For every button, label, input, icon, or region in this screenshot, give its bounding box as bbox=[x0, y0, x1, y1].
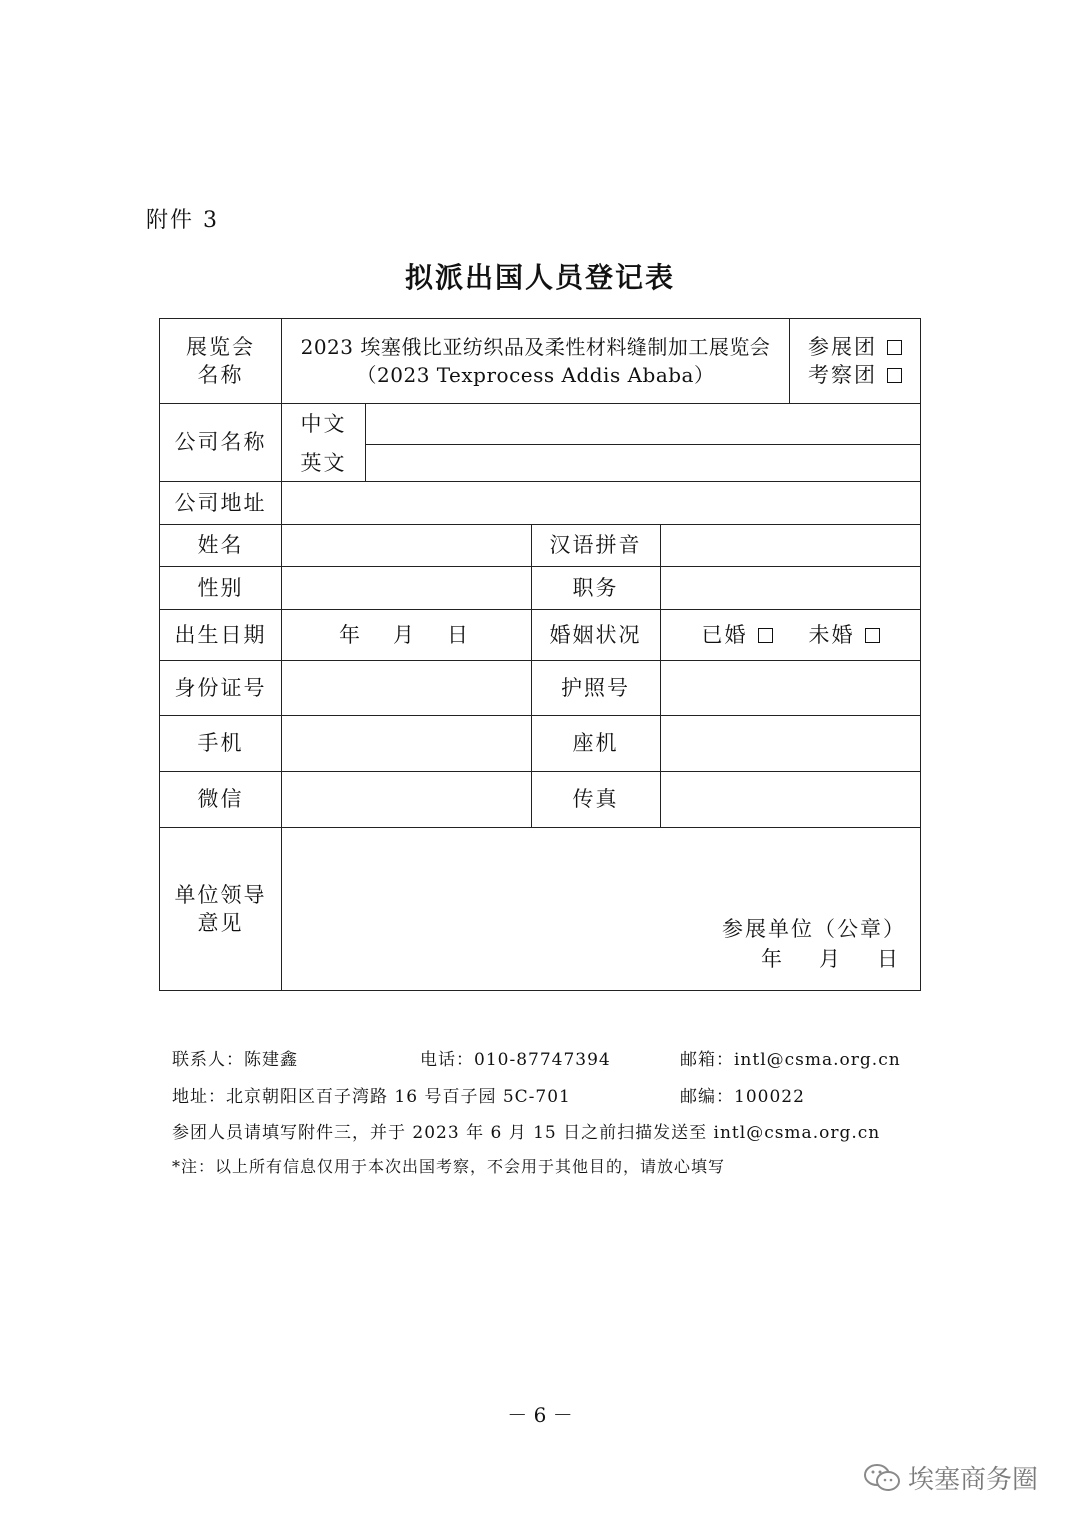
contact-phone: 电话：010-87747394 bbox=[420, 1050, 611, 1070]
inspection-option-label: 考察团 bbox=[808, 363, 877, 387]
submission-instruction: 参团人员请填写附件三，并于 2023 年 6 月 15 日之前扫描发送至 intl@csma.org.cn bbox=[172, 1123, 881, 1143]
name-label: 姓名 bbox=[197, 533, 244, 557]
married-option[interactable] bbox=[702, 621, 773, 649]
birth-date-field[interactable]: 年 月 日 bbox=[339, 622, 474, 647]
unmarried-checkbox[interactable] bbox=[865, 628, 880, 643]
company-name-label: 公司名称 bbox=[174, 430, 267, 454]
position-label: 职务 bbox=[572, 575, 619, 600]
leader-opinion-label-line2: 意见 bbox=[197, 910, 244, 935]
registration-form bbox=[159, 318, 921, 991]
delegation-option-label: 参展团 bbox=[808, 335, 877, 359]
mobile-field[interactable] bbox=[282, 715, 531, 771]
contact-person: 联系人：陈建鑫 bbox=[172, 1050, 298, 1070]
company-address-field[interactable] bbox=[282, 481, 920, 524]
chinese-label: 中文 bbox=[300, 411, 347, 436]
exhibition-name-chinese: 2023 埃塞俄比亚纺织品及柔性材料缝制加工展览会 bbox=[300, 335, 771, 359]
gender-label: 性别 bbox=[197, 575, 244, 600]
birth-date-label: 出生日期 bbox=[174, 622, 267, 647]
watermark bbox=[862, 1459, 1038, 1496]
landline-label: 座机 bbox=[572, 731, 619, 755]
delegation-option[interactable] bbox=[808, 333, 902, 361]
exhibition-name-english: （2023 Texprocess Addis Ababa） bbox=[356, 363, 715, 387]
privacy-note: *注：以上所有信息仅用于本次出国考察，不会用于其他目的，请放心填写 bbox=[172, 1157, 726, 1176]
landline-field[interactable] bbox=[661, 715, 920, 771]
group-type-options bbox=[790, 319, 920, 403]
marital-status-options bbox=[661, 609, 920, 660]
wechat-icon bbox=[862, 1462, 902, 1494]
contact-email: 邮箱：intl@csma.org.cn bbox=[680, 1050, 901, 1070]
page-title: 拟派出国人员登记表 bbox=[404, 261, 675, 294]
exhibition-name bbox=[282, 319, 789, 403]
name-field[interactable] bbox=[282, 524, 531, 566]
wechat-field[interactable] bbox=[282, 771, 531, 827]
fax-field[interactable] bbox=[661, 771, 920, 827]
pinyin-label: 汉语拼音 bbox=[549, 533, 642, 557]
exhibition-label-line2: 名称 bbox=[197, 363, 244, 387]
unmarried-option[interactable] bbox=[809, 621, 880, 649]
marital-status-label: 婚姻状况 bbox=[549, 622, 642, 647]
id-number-label: 身份证号 bbox=[174, 675, 267, 700]
company-name-english-field[interactable] bbox=[366, 444, 920, 481]
exhibition-label-line1: 展览会 bbox=[186, 335, 255, 359]
inspection-checkbox[interactable] bbox=[887, 368, 902, 383]
passport-label: 护照号 bbox=[561, 675, 630, 700]
mobile-label: 手机 bbox=[197, 731, 244, 755]
seal-label: 参展单位（公章） bbox=[722, 917, 906, 941]
delegation-checkbox[interactable] bbox=[887, 340, 902, 355]
exhibition-label bbox=[160, 319, 281, 403]
id-number-field[interactable] bbox=[282, 660, 531, 715]
fax-label: 传真 bbox=[572, 787, 619, 811]
wechat-label: 微信 bbox=[197, 787, 244, 811]
passport-field[interactable] bbox=[661, 660, 920, 715]
leader-opinion-label-line1: 单位领导 bbox=[174, 882, 267, 907]
postcode: 邮编：100022 bbox=[680, 1087, 805, 1107]
watermark-text: 埃塞商务圈 bbox=[908, 1465, 1039, 1495]
married-checkbox[interactable] bbox=[758, 628, 773, 643]
pinyin-field[interactable] bbox=[661, 524, 920, 566]
unmarried-option-label: 未婚 bbox=[808, 622, 855, 647]
company-address-label: 公司地址 bbox=[174, 490, 267, 515]
company-name-chinese-field[interactable] bbox=[366, 403, 920, 444]
leader-opinion-label bbox=[160, 827, 281, 990]
position-field[interactable] bbox=[661, 566, 920, 609]
seal-date: 年 月 日 bbox=[761, 947, 906, 971]
gender-field[interactable] bbox=[282, 566, 531, 609]
contact-address: 地址：北京朝阳区百子湾路 16 号百子园 5C-701 bbox=[172, 1087, 571, 1107]
inspection-option[interactable] bbox=[808, 361, 902, 389]
english-label: 英文 bbox=[300, 450, 347, 475]
married-option-label: 已婚 bbox=[701, 622, 748, 647]
page-number: － 6 － bbox=[507, 1403, 573, 1427]
attachment-label: 附件 3 bbox=[146, 208, 219, 233]
